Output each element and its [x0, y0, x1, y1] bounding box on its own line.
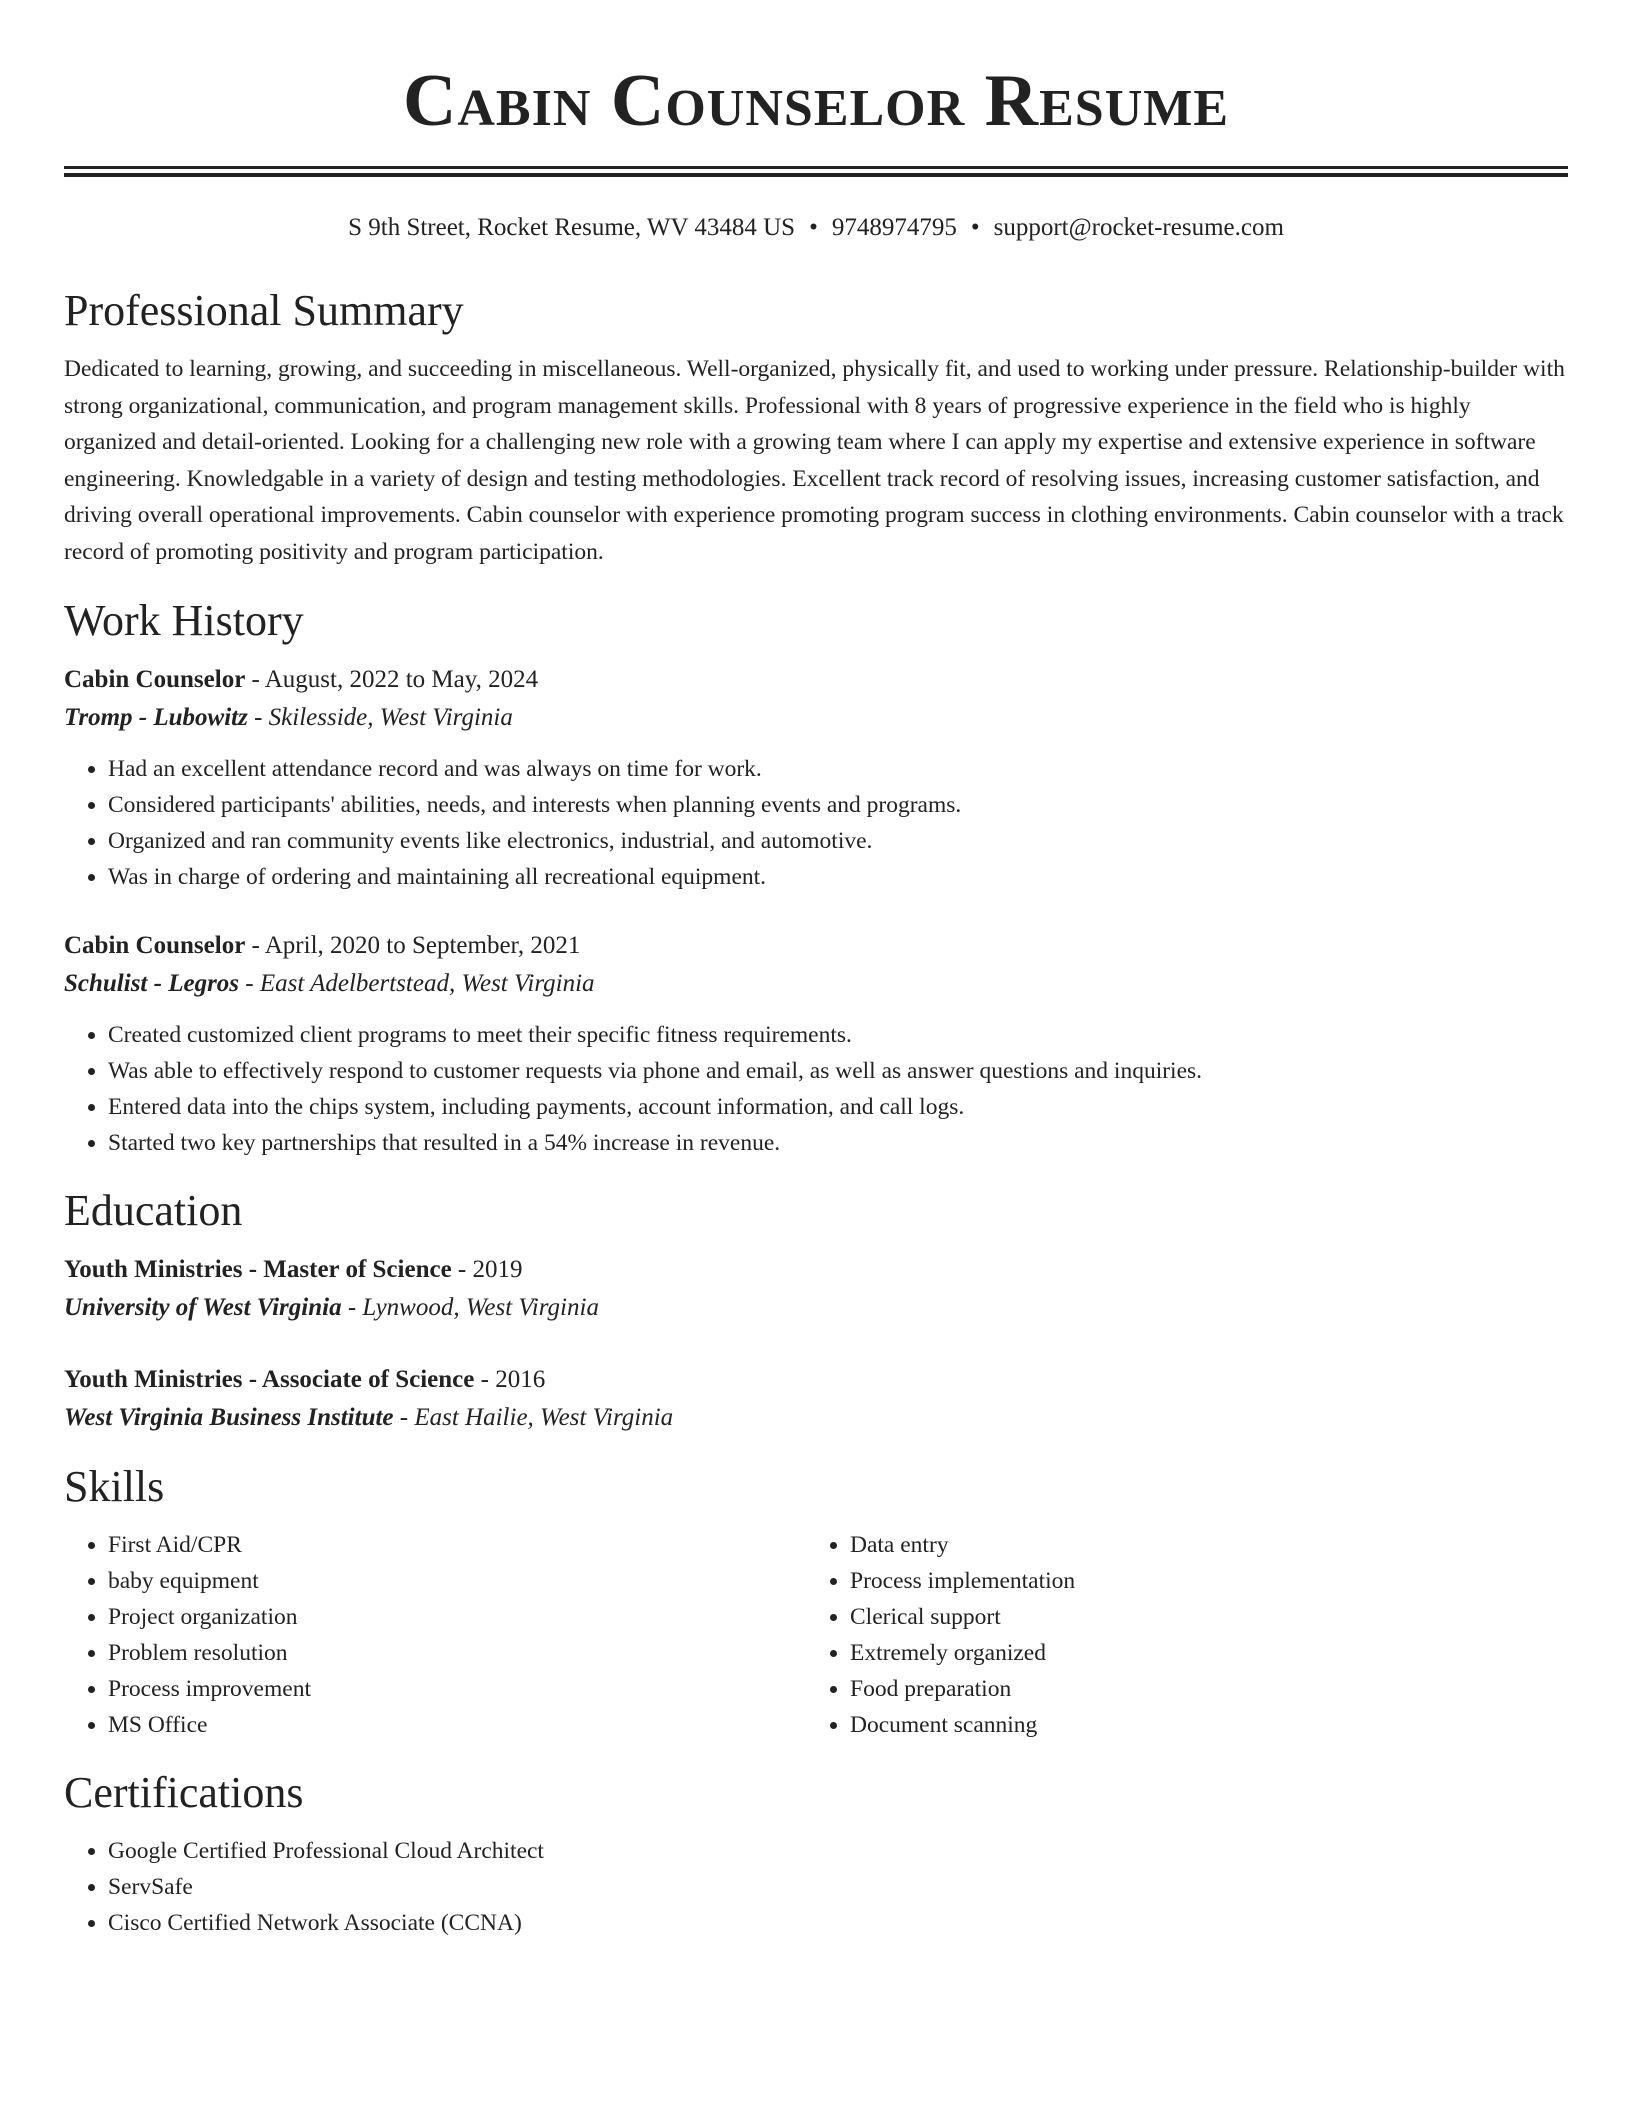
list-item: • First Aid/CPR [108, 1527, 806, 1563]
job-location: - East Adelbertstead, West Virginia [239, 969, 595, 997]
contact-separator: • [970, 214, 980, 241]
job-company-line [64, 965, 1568, 1003]
job-title-line [64, 661, 1568, 699]
job-company: Tromp - Lubowitz [64, 703, 248, 731]
list-item: • Entered data into the chips system, including payments, account information, and call logs. [108, 1089, 1568, 1125]
job-company-line [64, 699, 1568, 737]
list-item: • Cisco Certified Network Associate (CCNA) [108, 1905, 1568, 1941]
list-item: • Had an excellent attendance record and was always on time for work. [108, 751, 1568, 787]
list-item: • Food preparation [850, 1671, 1548, 1707]
job-company: Schulist - Legros [64, 969, 240, 997]
list-item: • Document scanning [850, 1707, 1548, 1743]
list-item: • baby equipment [108, 1563, 806, 1599]
education-heading: Education [64, 1185, 243, 1235]
list-item: • ServSafe [108, 1869, 1568, 1905]
job-entry [64, 661, 1568, 895]
list-item: • Google Certified Professional Cloud Architect [108, 1833, 1568, 1869]
education-entry [64, 1361, 1568, 1437]
skills-list [64, 1527, 806, 1743]
contact-separator: • [809, 214, 818, 241]
list-item: • Organized and ran community events like electronics, industrial, and automotive. [108, 823, 1568, 859]
list-item: • Extremely organized [850, 1635, 1548, 1671]
certifications-heading: Certifications [64, 1767, 304, 1817]
graduation-year: - 2019 [451, 1255, 523, 1283]
list-item: • Project organization [108, 1599, 806, 1635]
list-item: • Considered participants' abilities, needs, and interests when planning events and programs. [108, 787, 1568, 823]
resume-title: Cabin Counselor Resume [402, 60, 1230, 142]
work-history-heading: Work History [64, 595, 304, 645]
school-location: - Lynwood, West Virginia [341, 1293, 599, 1321]
degree-line [64, 1361, 1568, 1399]
education-entry [64, 1251, 1568, 1327]
skills-list [806, 1527, 1548, 1743]
job-location: - Skilesside, West Virginia [247, 703, 513, 731]
summary-text: Dedicated to learning, growing, and succeeding in miscellaneous. Well-organized, physically fit, and used to working under pressure. Relationship-builder with strong organizational, communication, and program management skills. Professional with 8 years of progressive experience in the field who is highly organized and detail-oriented. Looking for a challenging new role with a growing team where I can apply my expertise and extensive experience in software engineering. Knowledgable in a variety of design and testing methodologies. Excellent track record of resolving issues, increasing customer satisfaction, and driving overall operational improvements. Cabin counselor with experience promoting program success in clothing environments. Cabin counselor with a track record of promoting positivity and program participation. [64, 356, 1565, 565]
list-item: • MS Office [108, 1707, 806, 1743]
list-item: • Process improvement [108, 1671, 806, 1707]
contact-phone: 9748974795 [831, 214, 957, 241]
list-item: • Data entry [850, 1527, 1548, 1563]
list-item: • Clerical support [850, 1599, 1548, 1635]
school-name: University of West Virginia [64, 1293, 342, 1321]
list-item: • Started two key partnerships that resulted in a 54% increase in revenue. [108, 1125, 1568, 1161]
school-location: - East Hailie, West Virginia [393, 1403, 674, 1431]
school-line [64, 1289, 1568, 1327]
degree: Youth Ministries - Associate of Science [64, 1365, 475, 1393]
degree-line [64, 1251, 1568, 1289]
job-title-line [64, 927, 1568, 965]
job-duties-list [64, 751, 1568, 895]
contact-line [64, 213, 1568, 243]
job-entry [64, 927, 1568, 1161]
summary-heading: Professional Summary [64, 286, 464, 335]
title-divider [64, 166, 1568, 177]
skills-heading: Skills [64, 1461, 165, 1511]
skills-column-left [64, 1527, 806, 1743]
list-item: • Problem resolution [108, 1635, 806, 1671]
job-title: Cabin Counselor [64, 665, 246, 693]
contact-address: S 9th Street, Rocket Resume, WV 43484 US [348, 214, 796, 241]
graduation-year: - 2016 [474, 1365, 546, 1393]
list-item: • Created customized client programs to meet their specific fitness requirements. [108, 1017, 1568, 1053]
certifications-list [64, 1833, 1568, 1941]
degree: Youth Ministries - Master of Science [64, 1255, 452, 1283]
job-dates: - August, 2022 to May, 2024 [245, 665, 539, 693]
job-title: Cabin Counselor [64, 931, 246, 959]
skills-columns [64, 1527, 1568, 1743]
list-item: • Process implementation [850, 1563, 1548, 1599]
school-line [64, 1399, 1568, 1437]
school-name: West Virginia Business Institute [64, 1403, 394, 1431]
list-item: • Was in charge of ordering and maintaining all recreational equipment. [108, 859, 1568, 895]
skills-column-right [806, 1527, 1548, 1743]
job-dates: - April, 2020 to September, 2021 [245, 931, 581, 959]
contact-email: support@rocket-resume.com [993, 214, 1284, 241]
job-duties-list [64, 1017, 1568, 1161]
list-item: • Was able to effectively respond to customer requests via phone and email, as well as answer questions and inquiries. [108, 1053, 1568, 1089]
